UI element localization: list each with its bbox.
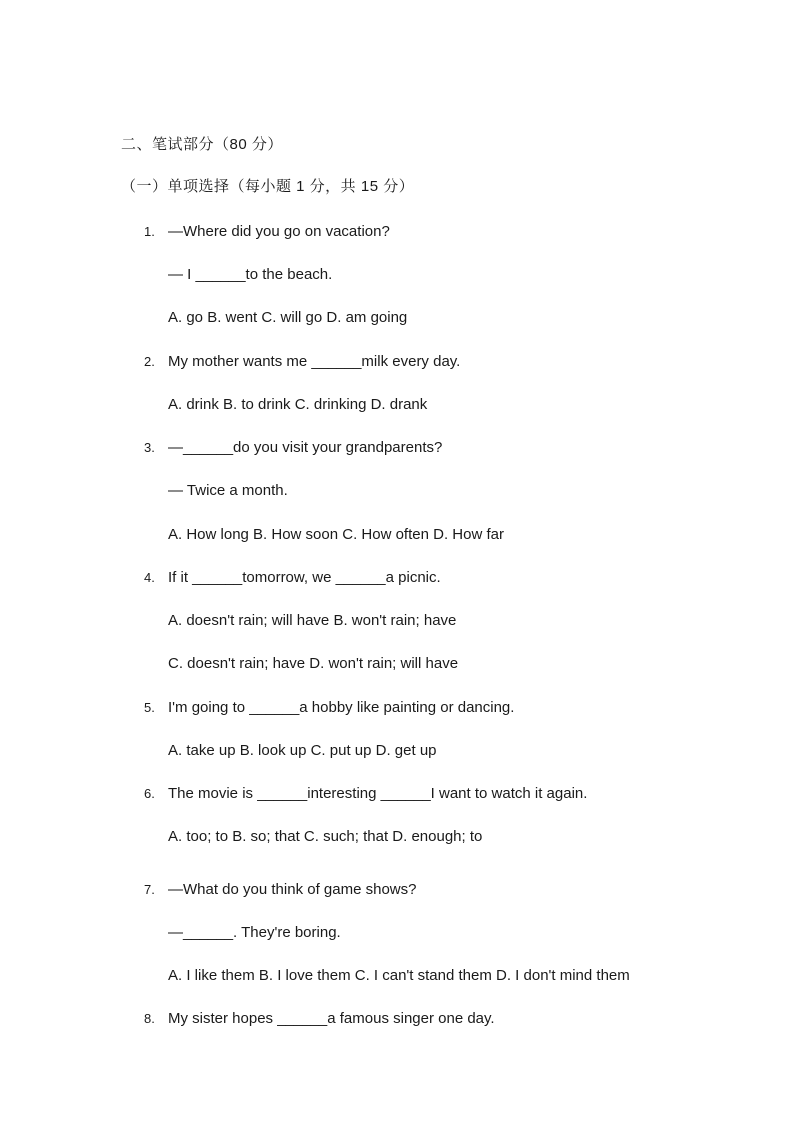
question-stem: The movie is ______interesting ______I want to watch it again. <box>168 785 588 802</box>
question-options: A. I like them B. I love them C. I can't stand them D. I don't mind them <box>168 967 630 984</box>
question-options: A. How long B. How soon C. How often D. How far <box>168 526 504 543</box>
question-number: 2. <box>144 354 155 369</box>
question-line: —______. They're boring. <box>168 924 341 941</box>
question-stem: I'm going to ______a hobby like painting or dancing. <box>168 699 515 716</box>
question-number: 5. <box>144 700 155 715</box>
question-number: 3. <box>144 440 155 455</box>
question-options: A. go B. went C. will go D. am going <box>168 309 408 326</box>
question-number: 7. <box>144 882 155 897</box>
section-title: 二、笔试部分（80 分） <box>121 136 283 153</box>
question-line: — Twice a month. <box>168 482 288 499</box>
question-options: A. too; to B. so; that C. such; that D. enough; to <box>168 828 483 845</box>
question-stem: If it ______tomorrow, we ______a picnic. <box>168 569 441 586</box>
question-options: C. doesn't rain; have D. won't rain; will have <box>168 655 459 672</box>
question-stem: —______do you visit your grandparents? <box>168 439 443 456</box>
subsection-title: （一）单项选择（每小题 1 分，共 15 分） <box>121 178 415 195</box>
question-number: 8. <box>144 1011 155 1026</box>
question-options: A. drink B. to drink C. drinking D. drank <box>168 396 428 413</box>
question-line: — I ______to the beach. <box>168 266 333 283</box>
question-number: 4. <box>144 570 155 585</box>
question-number: 1. <box>144 224 155 239</box>
question-options: A. doesn't rain; will have B. won't rain; have <box>168 612 457 629</box>
question-stem: —What do you think of game shows? <box>168 881 417 898</box>
question-options: A. take up B. look up C. put up D. get up <box>168 742 437 759</box>
question-stem: —Where did you go on vacation? <box>168 223 390 240</box>
question-stem: My mother wants me ______milk every day. <box>168 353 461 370</box>
question-number: 6. <box>144 786 155 801</box>
question-stem: My sister hopes ______a famous singer one day. <box>168 1010 495 1027</box>
